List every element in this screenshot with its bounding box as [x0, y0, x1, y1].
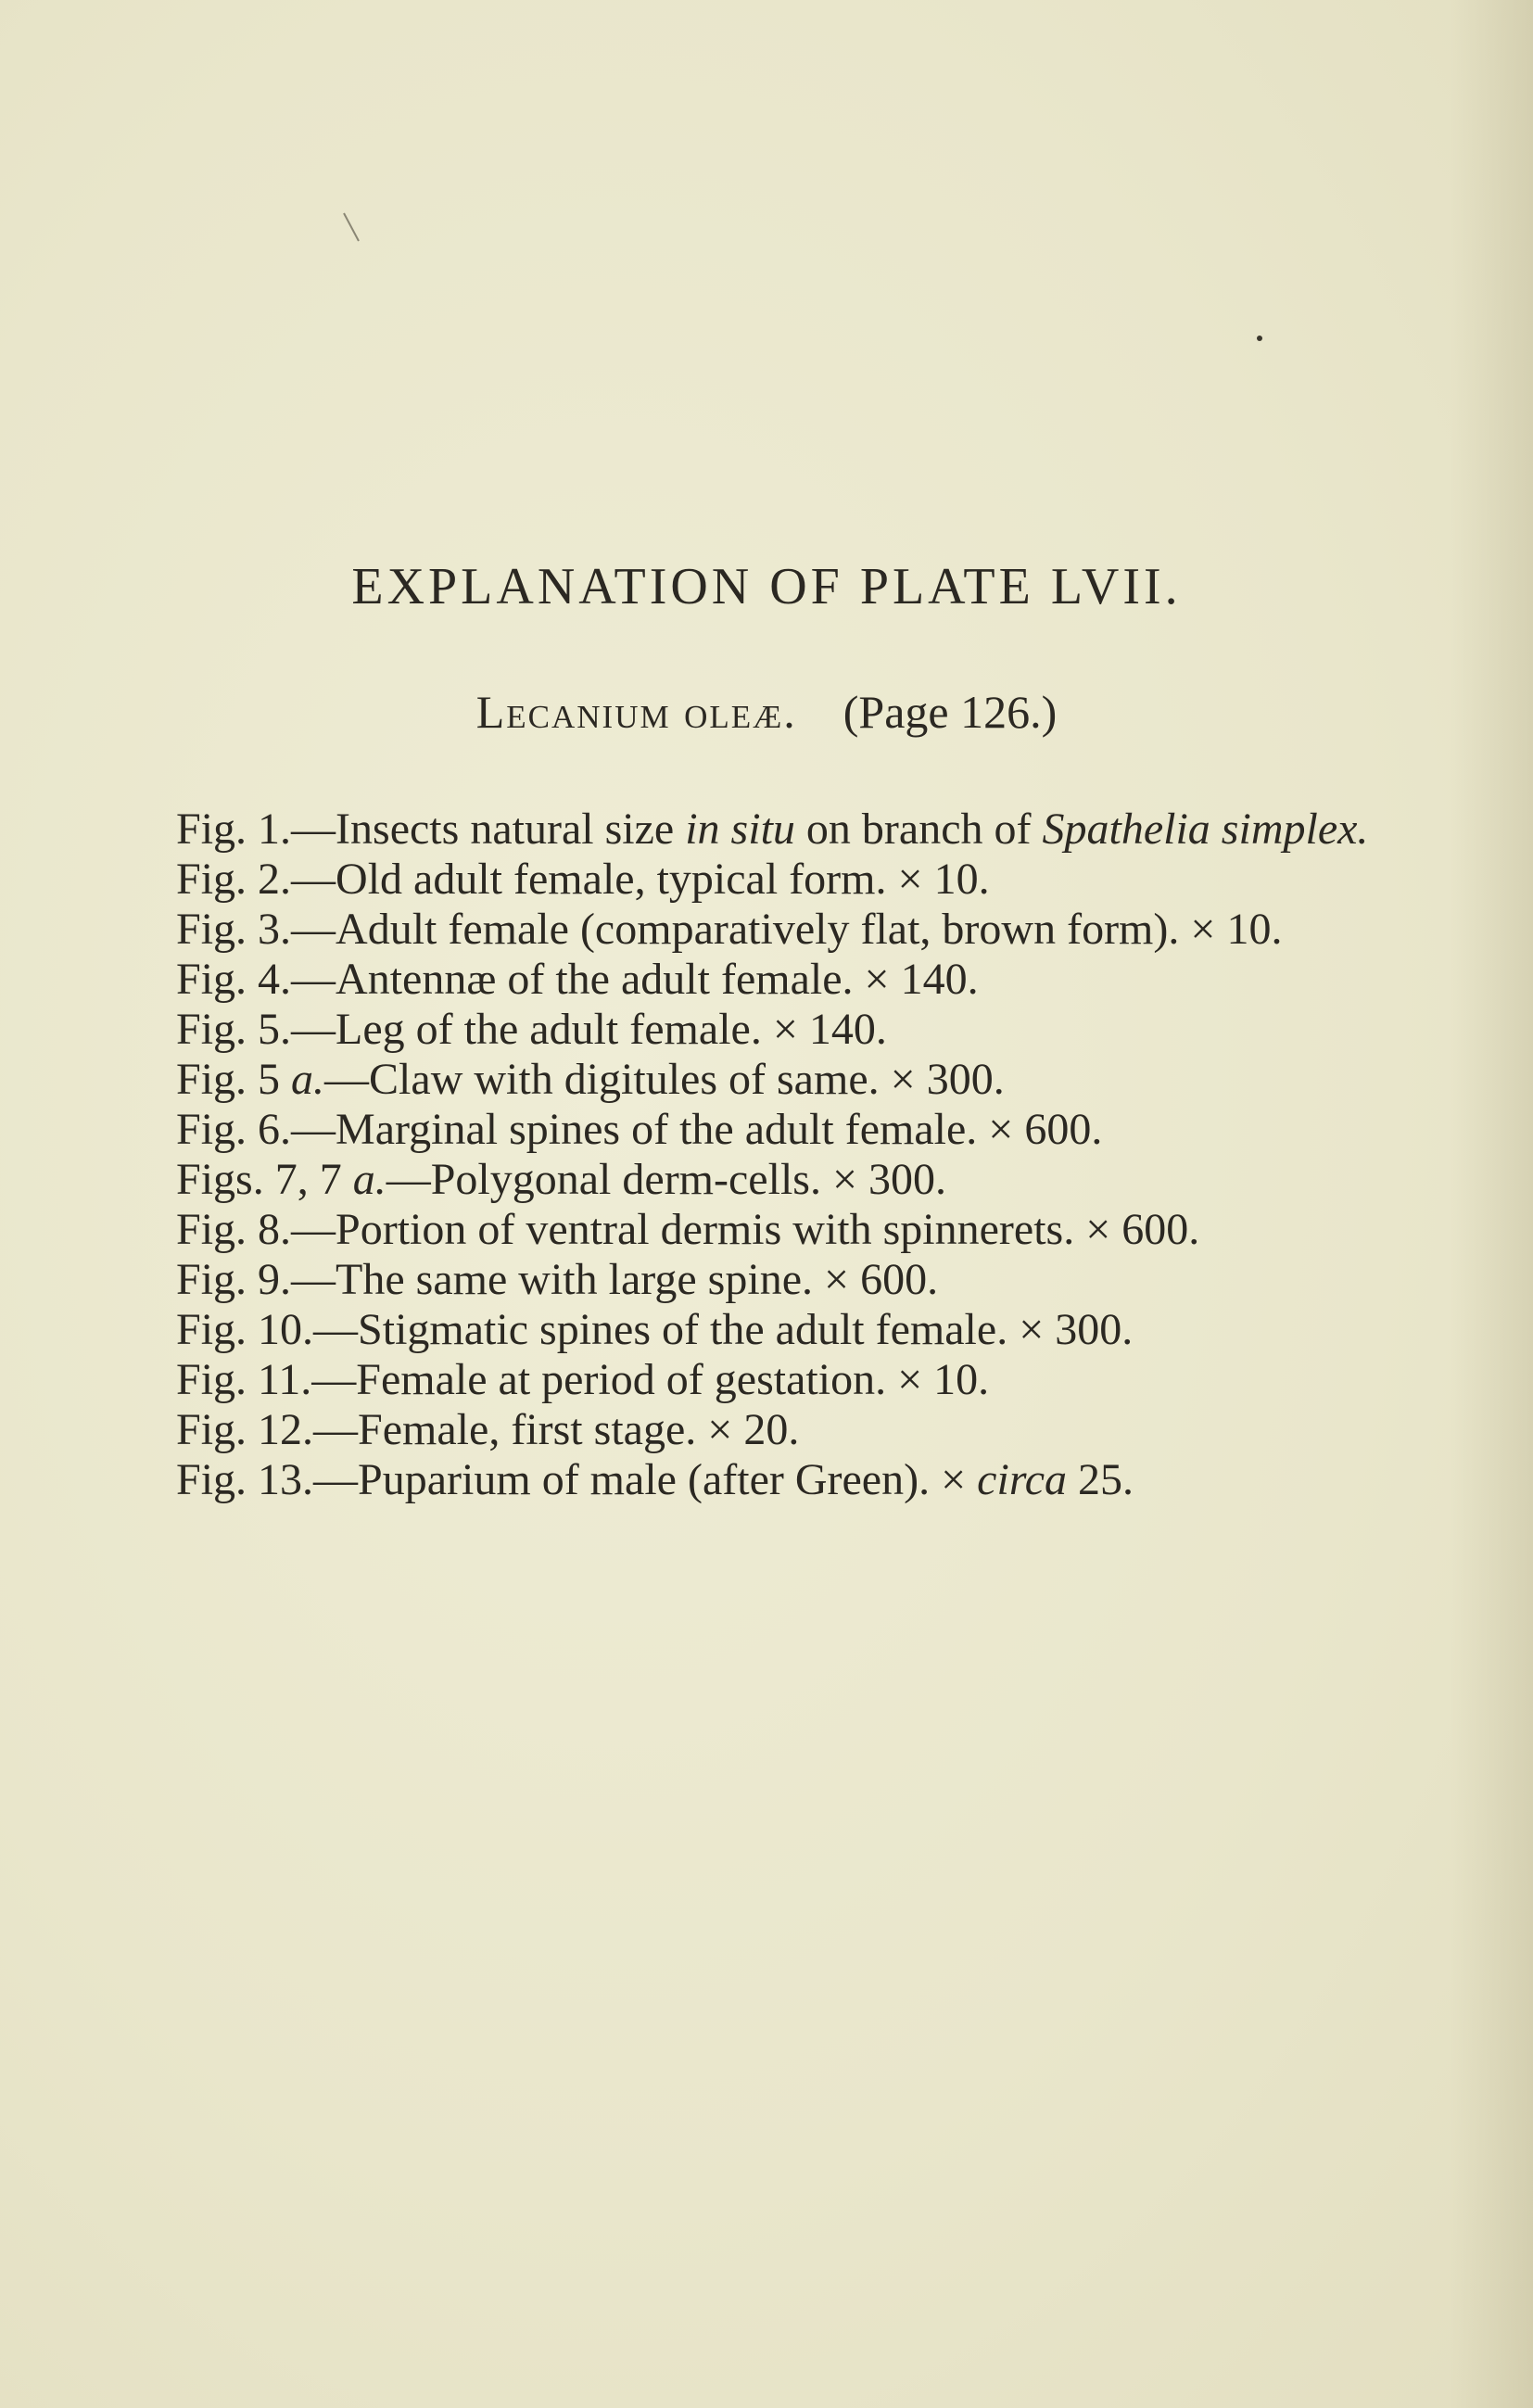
- figure-entry-13: [176, 1455, 1381, 1505]
- figure-description: —Old adult female, typical form. × 10.: [291, 855, 990, 904]
- figure-label-italic: a.: [291, 1055, 325, 1104]
- figure-entry-2: [176, 855, 1381, 905]
- figure-description: —Antennæ of the adult female. × 140.: [291, 955, 979, 1004]
- figure-label: Figs. 7, 7: [176, 1155, 353, 1204]
- figure-description: —Marginal spines of the adult female. × 600.: [291, 1105, 1103, 1154]
- figure-description: —The same with large spine. × 600.: [291, 1255, 939, 1304]
- figure-description: —Claw with digitules of same. × 300.: [324, 1055, 1005, 1104]
- plate-title: EXPLANATION OF PLATE LVII.: [351, 558, 1182, 615]
- figure-label: Fig. 2.: [176, 855, 292, 904]
- figure-label: Fig. 13.: [176, 1455, 314, 1504]
- paper-mark: [343, 213, 360, 242]
- figure-label: Fig. 5.: [176, 1005, 292, 1054]
- figure-entry-9: [176, 1255, 1381, 1305]
- figure-label: Fig. 6.: [176, 1105, 292, 1154]
- page-edge-shadow: [1450, 0, 1533, 2408]
- figure-entry-8: [176, 1205, 1381, 1255]
- figure-description: —Leg of the adult female. × 140.: [291, 1005, 887, 1054]
- figure-label: Fig. 10.: [176, 1305, 314, 1354]
- figure-description: —Puparium of male (after Green). ×: [313, 1455, 978, 1504]
- figure-description: on branch of: [794, 805, 1043, 854]
- figure-entry-5: [176, 1005, 1381, 1055]
- paper-speck: [1257, 336, 1262, 341]
- figure-description: 25.: [1067, 1455, 1134, 1504]
- figure-label: Fig. 8.: [176, 1205, 292, 1254]
- figure-list: [176, 805, 1381, 1505]
- figure-entry-3: [176, 905, 1381, 955]
- figure-entry-1: [176, 805, 1381, 855]
- figure-label-italic: a.: [352, 1155, 386, 1204]
- figure-label: Fig. 4.: [176, 955, 292, 1004]
- figure-label: Fig. 3.: [176, 905, 292, 954]
- figure-label: Fig. 12.: [176, 1405, 314, 1454]
- figure-label: Fig. 1.: [176, 805, 292, 854]
- figure-entry-12: [176, 1405, 1381, 1455]
- figure-label: Fig. 11.: [176, 1355, 312, 1404]
- figure-entry-7: [176, 1155, 1381, 1205]
- species-italic: Spathelia simplex.: [1042, 805, 1369, 854]
- figure-description: —Adult female (comparatively flat, brown form). × 10.: [291, 905, 1283, 954]
- figure-description: —Polygonal derm-cells. × 300.: [386, 1155, 947, 1204]
- figure-description-italic: in situ: [685, 805, 795, 854]
- figure-description: —Female at period of gestation. × 10.: [311, 1355, 990, 1404]
- figure-entry-5a: [176, 1055, 1381, 1105]
- figure-description: —Stigmatic spines of the adult female. × 300.: [313, 1305, 1134, 1354]
- species-name: Lecanium oleæ.: [475, 686, 797, 738]
- figure-description: —Insects natural size: [291, 805, 686, 854]
- figure-label: Fig. 9.: [176, 1255, 292, 1304]
- page-reference: (Page 126.): [843, 686, 1058, 738]
- figure-entry-10: [176, 1305, 1381, 1355]
- figure-entry-6: [176, 1105, 1381, 1155]
- figure-description: —Female, first stage. × 20.: [313, 1405, 800, 1454]
- plate-subtitle: [0, 682, 1533, 741]
- figure-entry-4: [176, 955, 1381, 1005]
- figure-entry-11: [176, 1355, 1381, 1405]
- figure-description-italic: circa: [977, 1455, 1068, 1504]
- figure-description: —Portion of ventral dermis with spinnerets. × 600.: [291, 1205, 1200, 1254]
- figure-label: Fig. 5: [176, 1055, 292, 1104]
